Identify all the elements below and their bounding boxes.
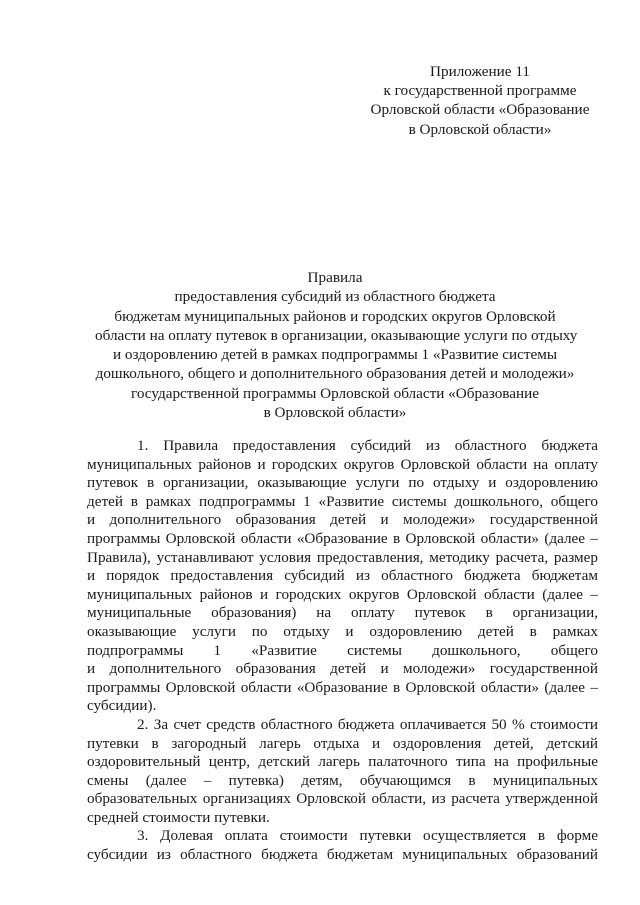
paragraph xyxy=(87,827,598,864)
paragraph-line: оказывающие услуги по отдыху и оздоровлению детей в рамках xyxy=(87,622,598,640)
document-title xyxy=(95,268,578,422)
paragraph-line: 3. Долевая оплата стоимости путевки осуществляется в форме xyxy=(137,827,598,845)
appendix-header xyxy=(345,62,615,139)
paragraph-line: программы Орловской области «Образование в Орловской области» (далее – xyxy=(87,529,598,547)
paragraph-line: муниципальные образования) на оплату путевок в организации, xyxy=(87,604,598,622)
title-line: государственной программы Орловской области «Образование xyxy=(130,384,540,402)
title-line: дошкольного, общего и дополнительного образования детей и молодежи» xyxy=(95,365,575,383)
title-line: Правила xyxy=(307,269,363,286)
title-line: бюджетам муниципальных районов и городских округов Орловской xyxy=(114,307,556,325)
paragraph-line: 1. Правила предоставления субсидий из областного бюджета xyxy=(137,437,598,454)
document-body xyxy=(87,437,598,865)
paragraph-line: подпрограммы 1 «Развитие системы дошкольного, общего xyxy=(87,641,598,659)
paragraph-line: оздоровительный центр, детский лагерь палаточного типа на профильные xyxy=(87,753,598,771)
paragraph-line: и порядок предоставления субсидий из областного бюджета бюджетам xyxy=(87,567,598,585)
paragraph-line: муниципальных районов и городских округов Орловской области (далее – xyxy=(87,585,598,603)
appendix-line: Приложение 11 xyxy=(430,63,530,80)
title-line: и оздоровлению детей в рамках подпрограммы 1 «Развитие системы xyxy=(112,346,558,364)
paragraph-line: и дополнительного образования детей и молодежи» государственной xyxy=(87,660,598,678)
paragraph-line: детей в рамках подпрограммы 1 «Развитие системы дошкольного, общего xyxy=(87,492,598,510)
paragraph-line: программы Орловской области «Образование в Орловской области» (далее – xyxy=(87,678,598,696)
paragraph-line: путевок в организации, оказывающие услуги по отдыху и оздоровлению xyxy=(87,474,598,492)
paragraph-line: образовательных организациях Орловской области, из расчета утвержденной xyxy=(87,790,598,808)
paragraph-line: и дополнительного образования детей и молодежи» государственной xyxy=(87,511,598,529)
paragraph-line: субсидии из областного бюджета бюджетам муниципальных образований xyxy=(87,846,598,864)
paragraph-line: муниципальных районов и городских округов Орловской области на оплату xyxy=(87,455,598,473)
paragraph-line: средней стоимости путевки. xyxy=(87,808,270,826)
paragraph-line: смены (далее – путевка) детям, обучающимся в муниципальных xyxy=(87,771,598,789)
paragraph-line: путевки в загородный лагерь отдыха и оздоровления детей, детский xyxy=(87,734,598,752)
paragraph-line: Правила), устанавливают условия предоставления, методику расчета, размер xyxy=(87,548,598,566)
paragraph-line: 2. За счет средств областного бюджета оплачивается 50 % стоимости xyxy=(137,715,598,733)
title-line: предоставления субсидий из областного бюджета xyxy=(174,288,496,306)
paragraph-line: субсидии). xyxy=(87,697,157,715)
title-line: области на оплату путевок в организации, оказывающие услуги по отдыху xyxy=(95,326,578,344)
paragraph xyxy=(87,716,598,828)
appendix-line: в Орловской области» xyxy=(408,120,552,138)
paragraph xyxy=(87,437,598,716)
title-line: в Орловской области» xyxy=(263,404,407,422)
appendix-line: Орловской области «Образование xyxy=(370,101,590,119)
appendix-line: к государственной программе xyxy=(383,82,577,100)
